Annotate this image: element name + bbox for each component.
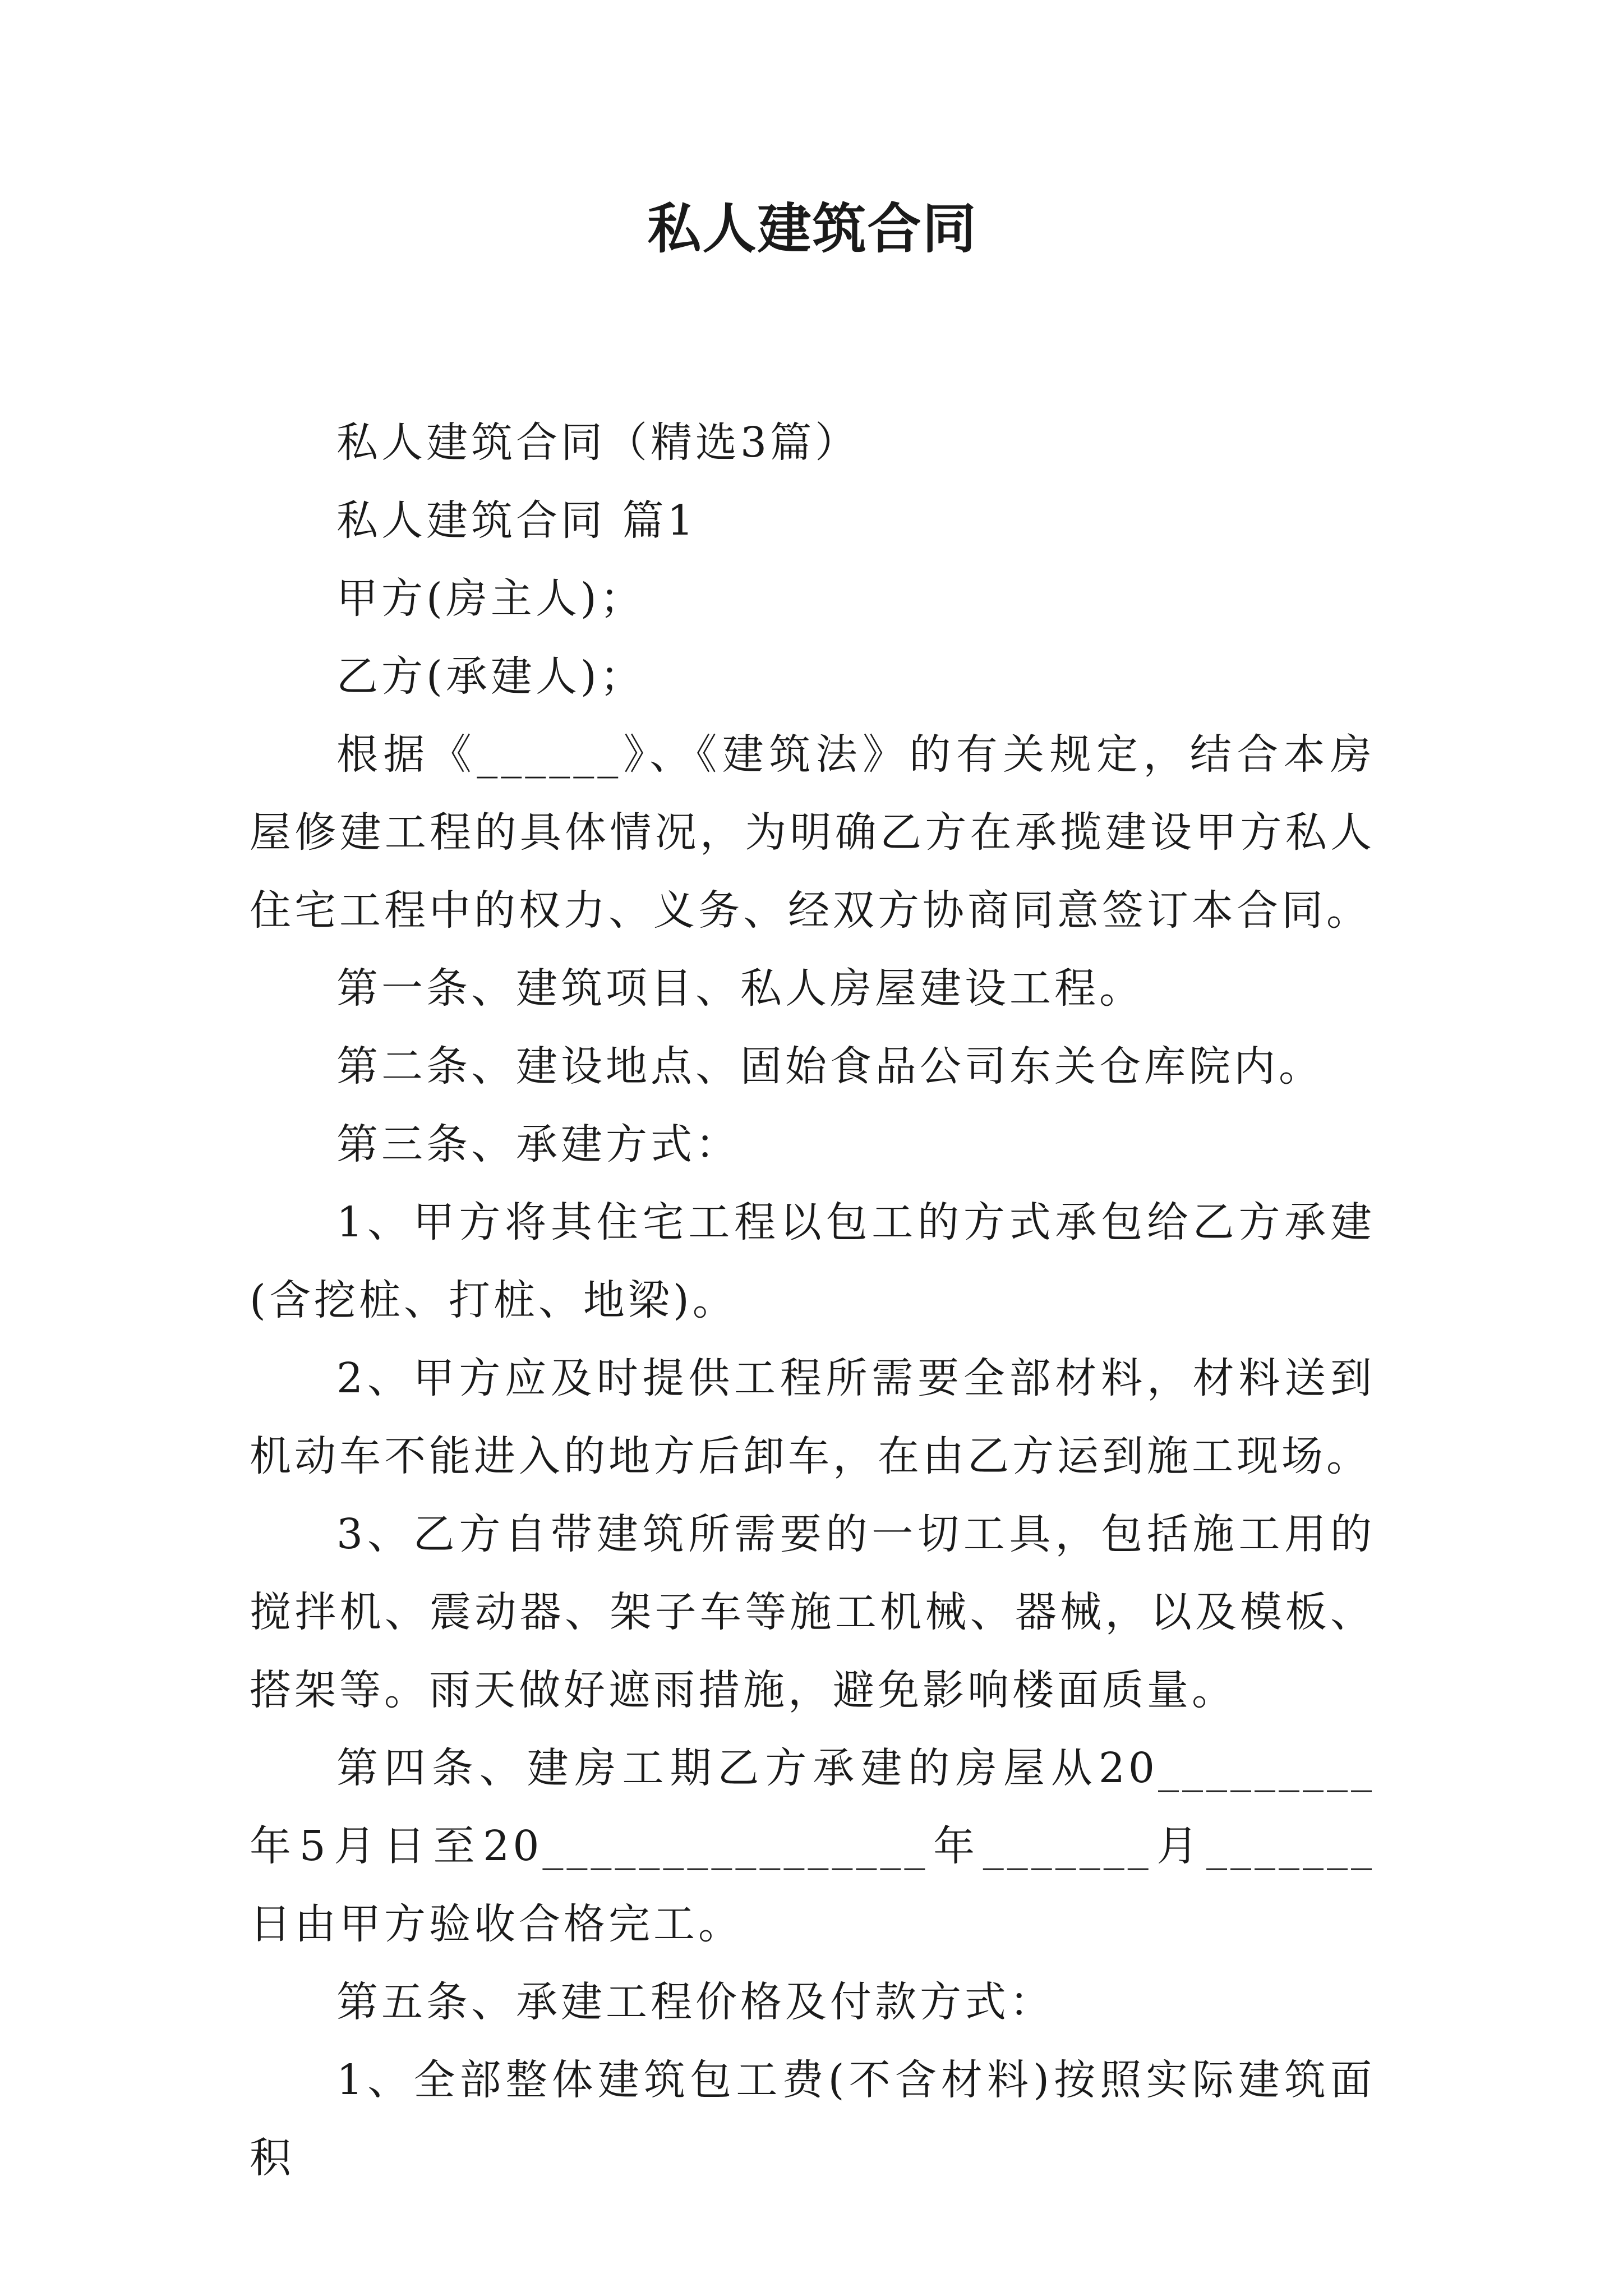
paragraph: 甲方(房主人)； — [336, 574, 645, 623]
paragraph: 3、乙方自带建筑所需要的一切工具，包括施工用的搅拌机、震动器、架子车等施工机械、器械，以及模板、搭架等。雨天做好遮雨措施，避免影响楼面质量。 — [250, 1510, 1375, 1714]
paragraph: 第五条、承建工程价格及付款方式： — [336, 1978, 1054, 2026]
paragraph: 私人建筑合同（精选3篇） — [336, 418, 860, 467]
paragraph: 第三条、承建方式： — [336, 1120, 740, 1168]
paragraph: 根据《______》、《建筑法》的有关规定，结合本房屋修建工程的具体情况，为明确乙方在承揽建设甲方私人住宅工程中的权力、义务、经双方协商同意签订本合同。 — [250, 730, 1375, 935]
paragraph: 1、全部整体建筑包工费(不含材料)按照实际建筑面积 — [250, 2056, 1375, 2182]
paragraph: 1、甲方将其住宅工程以包工的方式承包给乙方承建(含挖桩、打桩、地梁)。 — [250, 1198, 1375, 1324]
paragraph: 2、甲方应及时提供工程所需要全部材料，材料送到机动车不能进入的地方后卸车，在由乙方运到施工现场。 — [250, 1354, 1375, 1480]
paragraph: 私人建筑合同 篇1 — [336, 496, 697, 545]
paragraph: 第一条、建筑项目、私人房屋建设工程。 — [336, 964, 1144, 1013]
paragraph: 第二条、建设地点、固始食品公司东关仓库院内。 — [336, 1042, 1324, 1091]
paragraph: 乙方(承建人)； — [336, 652, 645, 701]
paragraph: 第四条、建房工期乙方承建的房屋从20_________年5月日至20________________年_______月_______日由甲方验收合格完工。 — [250, 1744, 1375, 1948]
document-title: 私人建筑合同 — [647, 197, 978, 260]
